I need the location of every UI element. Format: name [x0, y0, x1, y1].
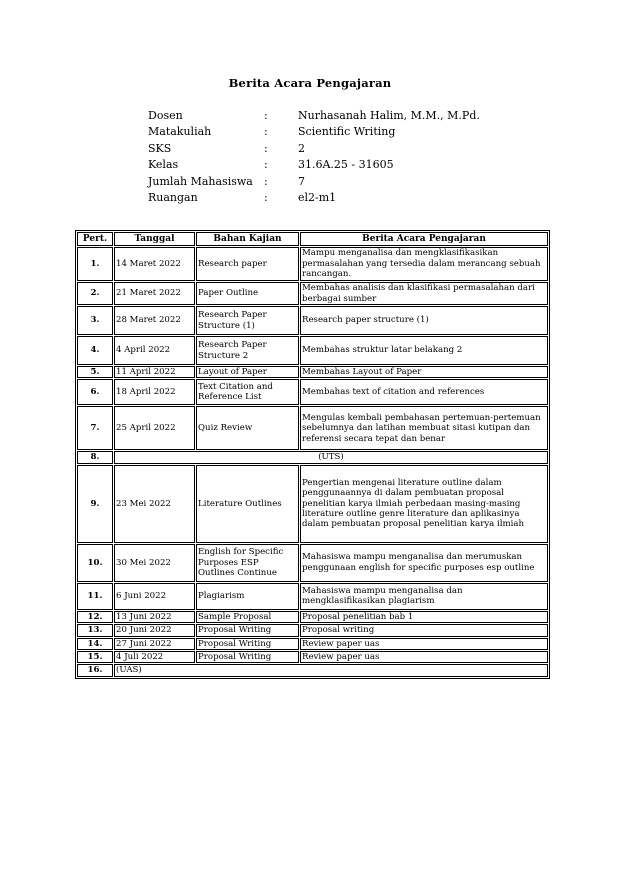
cell-pert: 6. [77, 379, 113, 405]
table-row [77, 611, 548, 623]
cell-berita-acara: Membahas analisis dan klasifikasi permasalahan dari berbagai sumber [300, 282, 548, 305]
table-row [77, 624, 548, 636]
cell-tanggal: 14 Maret 2022 [114, 247, 195, 281]
header-pert: Pert. [77, 232, 113, 246]
cell-tanggal: 25 April 2022 [114, 406, 195, 450]
cell-pert: 4. [77, 336, 113, 365]
cell-tanggal: 4 April 2022 [114, 336, 195, 365]
info-value: Scientific Writing [298, 125, 396, 139]
cell-bahan-kajian: Sample Proposal [196, 611, 299, 623]
cell-pert: 1. [77, 247, 113, 281]
info-value: 7 [298, 174, 305, 188]
cell-bahan-kajian: Layout of Paper [196, 366, 299, 378]
cell-bahan-kajian: Proposal Writing [196, 624, 299, 636]
cell-tanggal: 23 Mei 2022 [114, 465, 195, 543]
cell-pert: 14. [77, 638, 113, 650]
cell-exam: (UAS) [114, 664, 548, 676]
cell-pert: 9. [77, 465, 113, 543]
cell-berita-acara: Mahasiswa mampu menganalisa dan mengklasifikasikan plagiarism [300, 583, 548, 610]
cell-tanggal: 21 Maret 2022 [114, 282, 195, 305]
cell-pert: 2. [77, 282, 113, 305]
info-value: el2-m1 [298, 190, 337, 204]
table-row [77, 336, 548, 365]
course-info [148, 108, 558, 206]
cell-tanggal: 13 Juni 2022 [114, 611, 195, 623]
cell-tanggal: 28 Maret 2022 [114, 306, 195, 335]
info-label: SKS [148, 141, 172, 155]
cell-pert: 7. [77, 406, 113, 450]
document-title: Berita Acara Pengajaran [228, 76, 392, 90]
cell-bahan-kajian: Plagiarism [196, 583, 299, 610]
info-row [148, 124, 558, 140]
table-row [77, 651, 548, 663]
table-row [77, 406, 548, 450]
info-colon: : [264, 109, 268, 122]
cell-pert: 15. [77, 651, 113, 663]
cell-tanggal: 6 Juni 2022 [114, 583, 195, 610]
table-row [77, 379, 548, 405]
info-row [148, 190, 558, 206]
table-row [77, 544, 548, 582]
cell-berita-acara: Proposal penelitian bab 1 [300, 611, 548, 623]
cell-pert: 3. [77, 306, 113, 335]
table-row [77, 583, 548, 610]
cell-berita-acara: Mampu menganalisa dan mengklasifikasikan permasalahan yang tersedia dalam merancang sebuah rancangan. [300, 247, 548, 281]
info-label: Matakuliah [148, 125, 212, 139]
cell-bahan-kajian: Research paper [196, 247, 299, 281]
cell-berita-acara: Membahas text of citation and references [300, 379, 548, 405]
info-label: Dosen [148, 109, 183, 122]
cell-berita-acara: Pengertian mengenai literature outline dalam penggunaannya di dalam pembuatan proposal penelitian karya ilmiah perbedaan masing-masing literature outline genre literature dan aplikasinya dalam pembuatan proposal penelitian karya ilmiah [300, 465, 548, 543]
table-row [77, 465, 548, 543]
header-berita-acara: Berita Acara Pengajaran [300, 232, 548, 246]
cell-bahan-kajian: Quiz Review [196, 406, 299, 450]
info-row [148, 157, 558, 173]
cell-berita-acara: Membahas struktur latar belakang 2 [300, 336, 548, 365]
info-colon: : [264, 158, 268, 172]
info-colon: : [264, 174, 268, 188]
info-value: 2 [298, 141, 305, 155]
cell-pert: 10. [77, 544, 113, 582]
info-label: Ruangan [148, 190, 198, 204]
info-label: Jumlah Mahasiswa [148, 174, 253, 188]
table-row [77, 664, 548, 676]
cell-pert: 5. [77, 366, 113, 378]
cell-pert: 11. [77, 583, 113, 610]
cell-tanggal: 20 Juni 2022 [114, 624, 195, 636]
cell-tanggal: 11 April 2022 [114, 366, 195, 378]
cell-bahan-kajian: Text Citation and Reference List [196, 379, 299, 405]
cell-pert: 13. [77, 624, 113, 636]
cell-bahan-kajian: Proposal Writing [196, 638, 299, 650]
cell-bahan-kajian: Paper Outline [196, 282, 299, 305]
table-row [77, 638, 548, 650]
cell-bahan-kajian: Literature Outlines [196, 465, 299, 543]
table-row [77, 306, 548, 335]
cell-pert: 8. [77, 451, 113, 463]
info-value: 31.6A.25 - 31605 [298, 158, 394, 172]
cell-berita-acara: Proposal writing [300, 624, 548, 636]
cell-tanggal: 30 Mei 2022 [114, 544, 195, 582]
cell-bahan-kajian: Research Paper Structure (1) [196, 306, 299, 335]
table-header-row [77, 232, 548, 246]
table-row [77, 247, 548, 281]
cell-tanggal: 4 Juli 2022 [114, 651, 195, 663]
cell-exam: (UTS) [114, 451, 548, 463]
cell-berita-acara: Mengulas kembali pembahasan pertemuan-pertemuan sebelumnya dan latihan membuat sitasi kutipan dan referensi secara tepat dan benar [300, 406, 548, 450]
cell-berita-acara: Research paper structure (1) [300, 306, 548, 335]
cell-berita-acara: Membahas Layout of Paper [300, 366, 548, 378]
cell-berita-acara: Review paper uas [300, 651, 548, 663]
info-colon: : [264, 190, 268, 204]
info-colon: : [264, 141, 268, 155]
cell-bahan-kajian: English for Specific Purposes ESP Outlines Continue [196, 544, 299, 582]
cell-berita-acara: Review paper uas [300, 638, 548, 650]
cell-pert: 16. [77, 664, 113, 676]
cell-tanggal: 27 Juni 2022 [114, 638, 195, 650]
table-row [77, 451, 548, 463]
info-row [148, 174, 558, 190]
table-row [77, 366, 548, 378]
cell-bahan-kajian: Proposal Writing [196, 651, 299, 663]
info-row [148, 108, 558, 124]
info-label: Kelas [148, 158, 179, 172]
info-row [148, 141, 558, 157]
cell-pert: 12. [77, 611, 113, 623]
cell-bahan-kajian: Research Paper Structure 2 [196, 336, 299, 365]
header-bahan-kajian: Bahan Kajian [196, 232, 299, 246]
info-colon: : [264, 125, 268, 139]
teaching-schedule-table [75, 230, 550, 679]
cell-berita-acara: Mahasiswa mampu menganalisa dan merumuskan penggunaan english for specific purposes esp outline [300, 544, 548, 582]
info-value: Nurhasanah Halim, M.M., M.Pd. [298, 109, 480, 122]
header-tanggal: Tanggal [114, 232, 195, 246]
cell-tanggal: 18 April 2022 [114, 379, 195, 405]
table-row [77, 282, 548, 305]
